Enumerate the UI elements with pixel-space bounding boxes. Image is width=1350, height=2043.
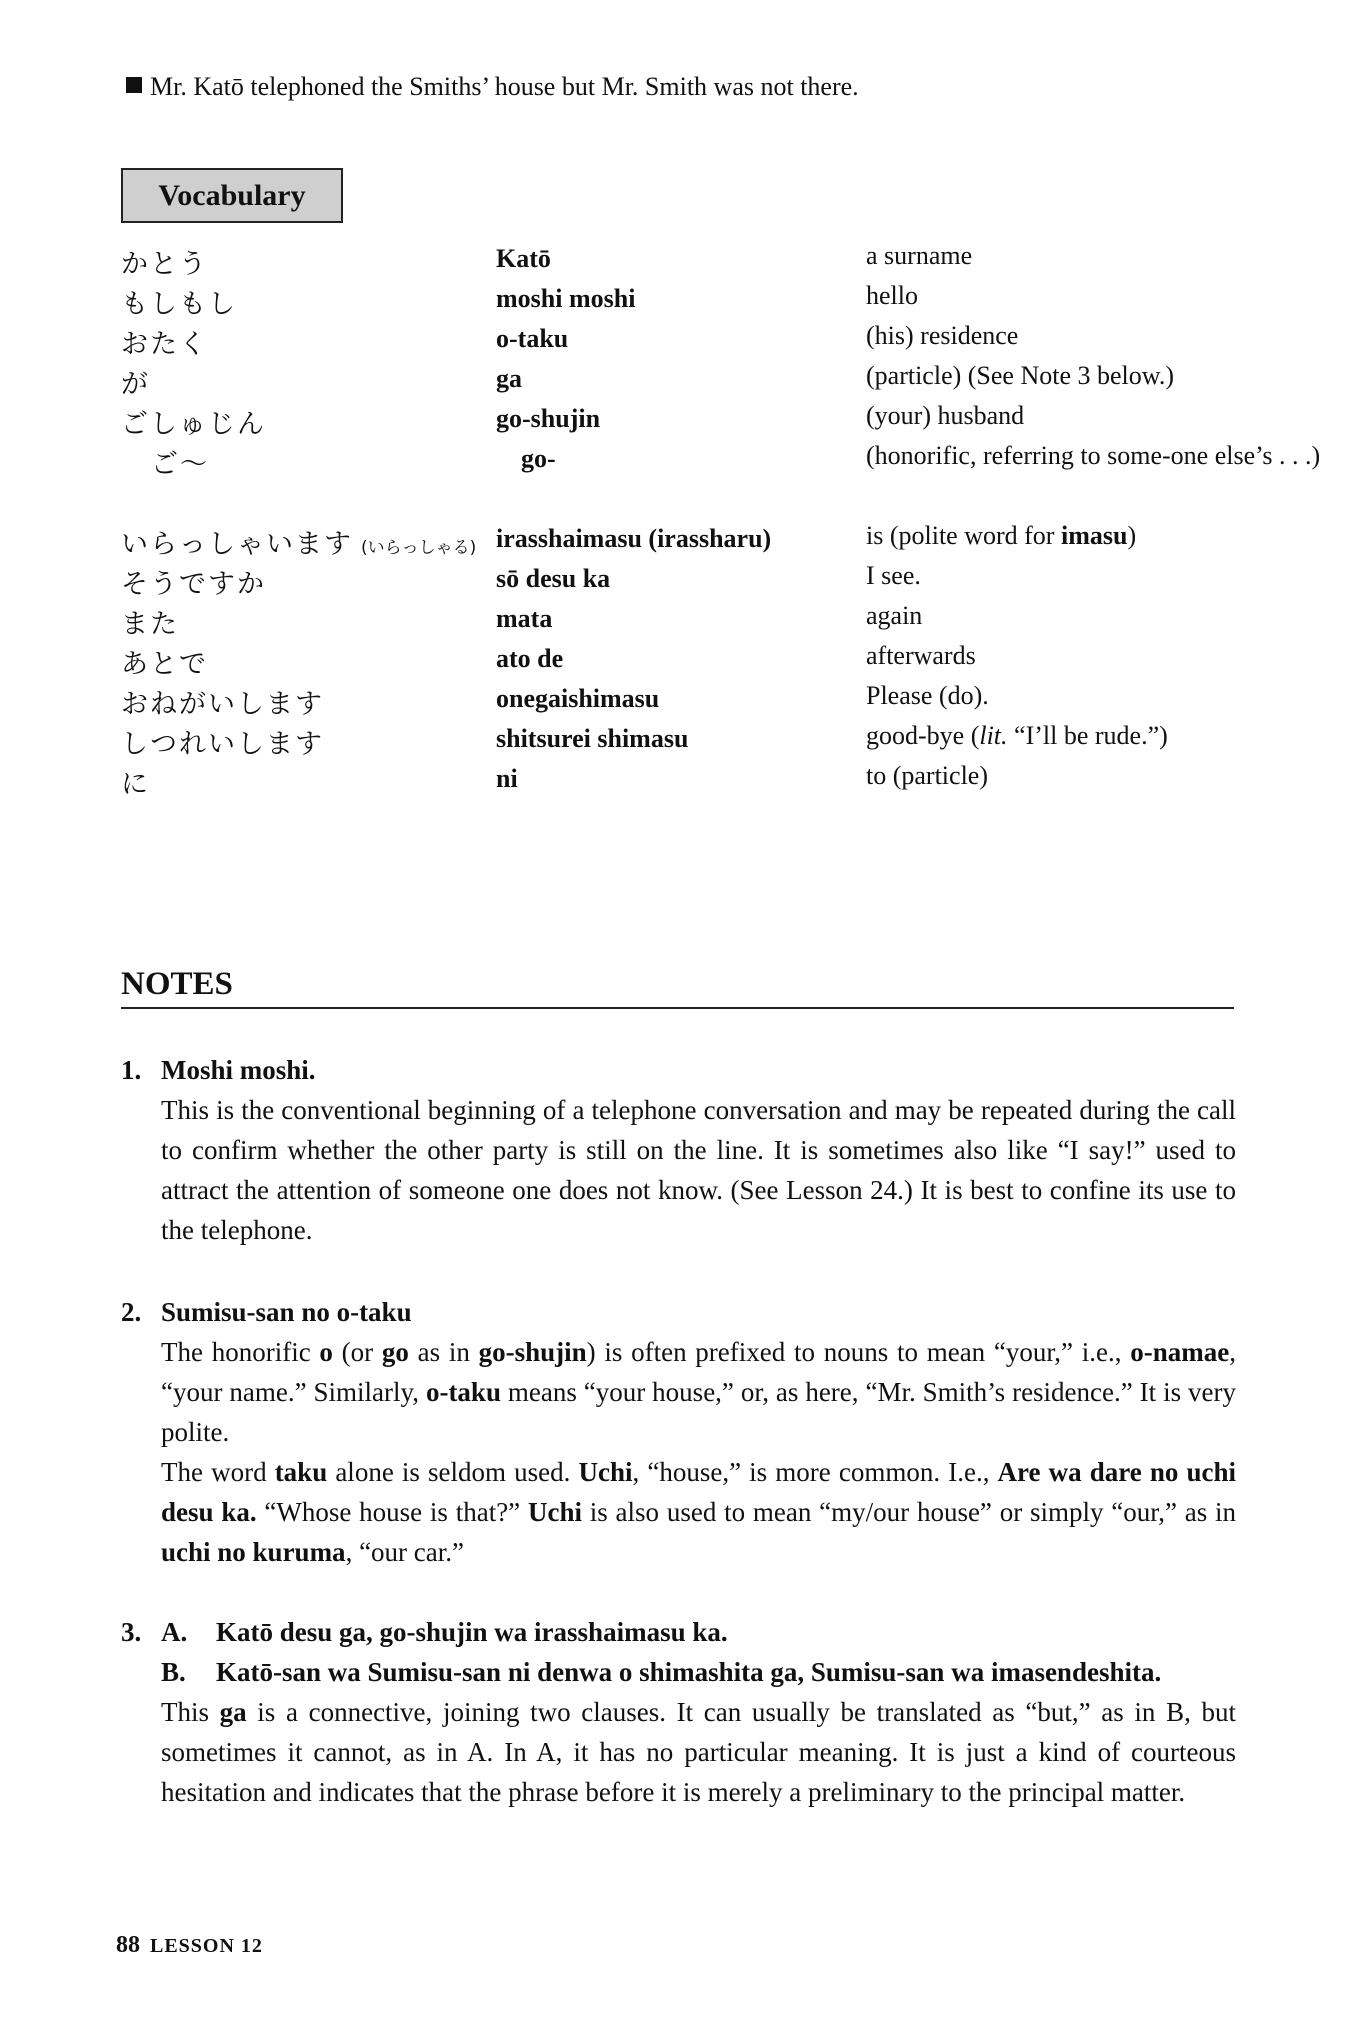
vocab-row [121, 440, 1321, 520]
vocab-gloss: (particle) (See Note 3 below.) [866, 361, 1175, 390]
vocab-row [121, 560, 1241, 600]
vocab-kana: かとう [121, 249, 208, 280]
vocab-gloss: afterwards [866, 641, 976, 670]
intro-sentence: Mr. Katō telephoned the Smiths’ house but Mr. Smith was not there. [126, 72, 859, 102]
vocab-romaji: sō desu ka [496, 564, 611, 593]
vocab-gloss: (his) residence [866, 321, 1019, 350]
vocab-row [121, 320, 1241, 360]
vocab-gloss: (your) husband [866, 401, 1025, 430]
vocab-row [121, 600, 1241, 640]
vocab-gloss: hello [866, 281, 918, 310]
vocab-row [121, 640, 1241, 680]
note-title: Sumisu-san no o-taku [161, 1297, 412, 1327]
note-3 [121, 1612, 1236, 1812]
vocab-row [121, 760, 1241, 800]
vocab-kana: いらっしゃいます (いらっしゃる) [121, 529, 477, 560]
vocab-gloss: is (polite word for imasu) [866, 521, 1137, 550]
vocab-kana: おたく [121, 329, 208, 360]
vocab-row [121, 680, 1241, 720]
vocab-romaji: onegaishimasu [496, 684, 660, 713]
vocab-row [121, 720, 1241, 760]
vocab-kana: また [121, 609, 179, 640]
vocab-gloss: (honorific, referring to some-one else’s . . .) [866, 441, 1321, 470]
vocab-romaji: ato de [496, 644, 564, 673]
vocab-romaji: moshi moshi [496, 284, 636, 313]
vocab-romaji: go-shujin [496, 404, 601, 433]
bullet-square-icon [126, 77, 142, 93]
vocab-kana: が [121, 369, 150, 400]
vocab-gloss: good-bye (lit. “I’ll be rude.”) [866, 721, 1168, 750]
note-title: Moshi moshi. [161, 1055, 316, 1085]
note-paragraph: The honorific o (or go as in go-shujin) is often prefixed to nouns to mean “your,” i.e., o-namae, “your name.” Similarly, o-taku means “your house,” or, as here, “Mr. Smith’s residence.” It is very polite. [161, 1337, 1236, 1447]
vocab-romaji: mata [496, 604, 553, 633]
lesson-label: LESSON 12 [150, 1935, 263, 1957]
vocab-romaji: shitsurei shimasu [496, 724, 689, 753]
example-sentence-a: A. Katō desu ga, go-shujin wa irasshaimasu ka. [161, 1617, 728, 1647]
vocab-kana: そうですか [121, 569, 266, 600]
note-2 [121, 1292, 1236, 1572]
vocab-romaji: irasshaimasu (irassharu) [496, 524, 772, 553]
vocab-kana: しつれいします [121, 729, 324, 760]
vocab-romaji: Katō [496, 244, 551, 273]
vocabulary-heading: Vocabulary [121, 168, 343, 223]
vocab-romaji: o-taku [496, 324, 569, 353]
vocab-kana: おねがいします [121, 689, 324, 720]
vocab-row [121, 400, 1241, 440]
note-1 [121, 1050, 1236, 1250]
example-sentence-b: B. Katō-san wa Sumisu-san ni denwa o shimashita ga, Sumisu-san wa imasendeshita. [161, 1657, 1162, 1687]
vocab-kana: に [121, 769, 150, 800]
page-number: 88 [116, 1932, 140, 1958]
vocab-kana-dictionary-form: (いらっしゃる) [361, 538, 477, 558]
vocab-gloss: I see. [866, 561, 921, 590]
page-footer [116, 1932, 263, 1959]
vocab-romaji: ga [496, 364, 522, 393]
vocab-gloss: again [866, 601, 923, 630]
note-number: 1. [121, 1055, 142, 1085]
note-body: This ga is a connective, joining two clauses. It can usually be translated as “but,” as in B, but sometimes it cannot, as in A. In A, it has no particular meaning. It is just a kind of courteous hesitation and indicates that the phrase before it is merely a preliminary to the principal matter. [161, 1697, 1236, 1807]
vocab-kana: もしもし [121, 289, 237, 320]
note-number: 3. [121, 1617, 142, 1647]
vocab-gloss: Please (do). [866, 681, 989, 710]
vocab-kana: ごしゅじん [121, 409, 266, 440]
vocab-romaji: ni [496, 764, 518, 793]
vocab-row [121, 360, 1241, 400]
vocab-row [121, 520, 1241, 560]
note-paragraph: The word taku alone is seldom used. Uchi, “house,” is more common. I.e., Are wa dare no uchi desu ka. “Whose house is that?” Uchi is also used to mean “my/our house” or simply “our,” as in uchi no kuruma, “our car.” [161, 1457, 1236, 1567]
vocab-kana: ご〜 [151, 449, 209, 480]
vocab-romaji: go- [521, 444, 556, 473]
note-body: This is the conventional beginning of a telephone conversation and may be repeated during the call to confirm whether the other party is still on the line. It is sometimes also like “I say!” used to attract the attention of someone one does not know. (See Lesson 24.) It is best to confine its use to the telephone. [161, 1095, 1236, 1245]
vocab-gloss: to (particle) [866, 761, 988, 790]
notes-heading: NOTES [121, 966, 1234, 1009]
vocab-row [121, 280, 1241, 320]
note-body [161, 1332, 1236, 1572]
vocab-row [121, 240, 1241, 280]
vocab-gloss: a surname [866, 241, 973, 270]
note-number: 2. [121, 1297, 142, 1327]
vocabulary-table [121, 240, 1321, 800]
vocab-kana: あとで [121, 649, 208, 680]
